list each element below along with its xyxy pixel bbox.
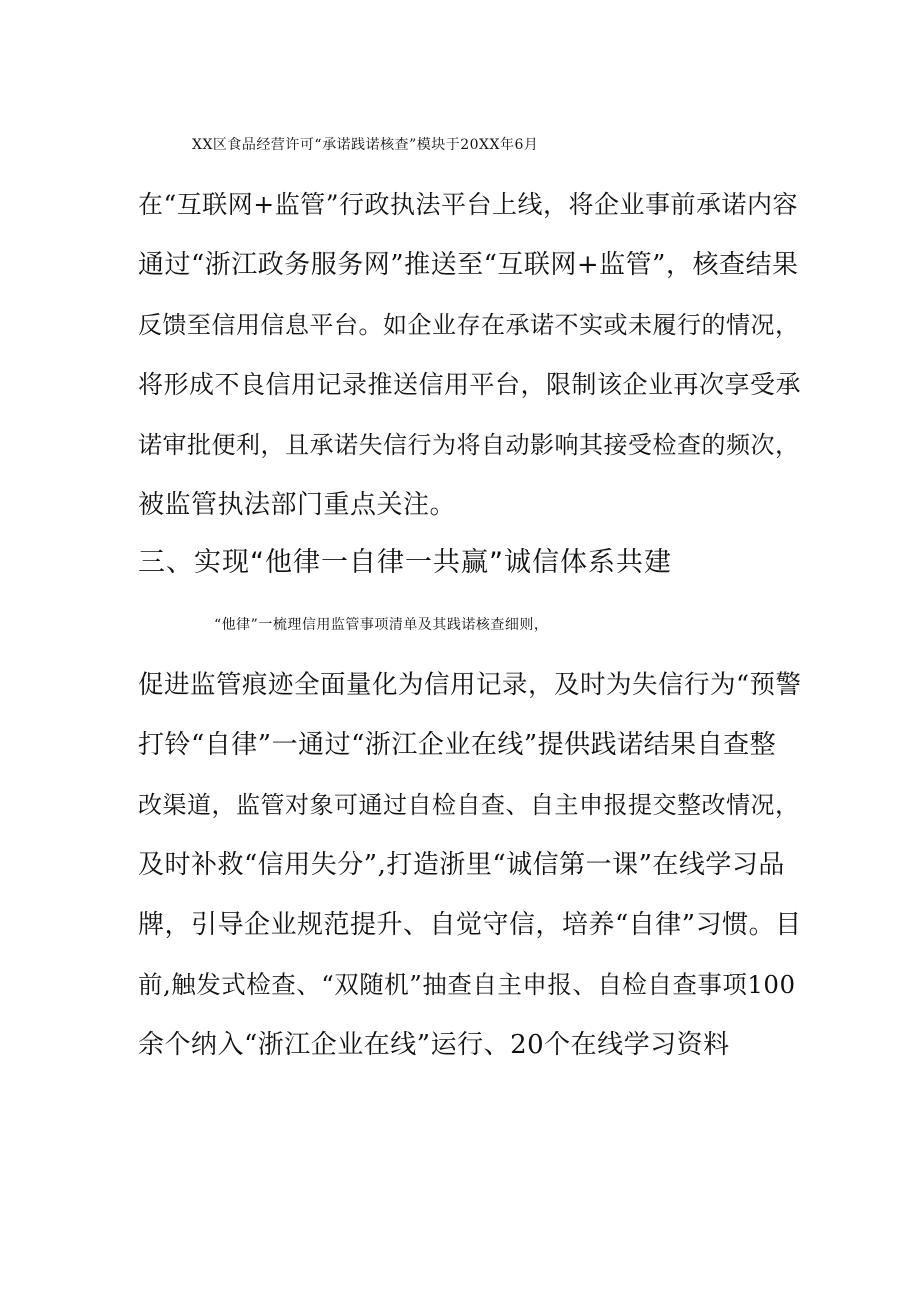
paragraph-1-line-6: 诺审批便利，且承诺失信行为将自动影响其接受检查的频次， bbox=[138, 431, 800, 459]
paragraph-2-line-3: 打铃“自律”一通过“浙江企业在线”提供践诺结果自查整 bbox=[138, 730, 777, 760]
paragraph-2-line-8: 余个纳入“浙江企业在线”运行、20个在线学习资料 bbox=[138, 1030, 730, 1060]
paragraph-2-line-5: 及时补救“信用失分”,打造浙里“诚信第一课”在线学习品 bbox=[138, 850, 785, 880]
paragraph-1-line-2: 在“互联网+监管”行政执法平台上线，将企业事前承诺内容 bbox=[138, 190, 799, 219]
paragraph-2-line-6: 牌，引导企业规范提升、自觉守信，培养“自律”习惯。目 bbox=[138, 910, 802, 940]
paragraph-1-line-7: 被监管执法部门重点关注。 bbox=[138, 490, 457, 520]
paragraph-2-line-1: “他律”一梳理信用监管事项清单及其践诺核查细则， bbox=[214, 617, 549, 633]
paragraph-1-line-1: XX区食品经营许可“承诺践诺核查”模块于20XX年6月 bbox=[192, 137, 539, 153]
paragraph-2-line-4: 改渠道，监管对象可通过自检自查、自主申报提交整改情况， bbox=[138, 791, 800, 819]
paragraph-2-line-7: 前,触发式检查、“双随机”抽查自主申报、自检自查事项100 bbox=[138, 970, 796, 999]
paragraph-2-line-2: 促进监管痕迹全面量化为信用记录，及时为失信行为“预警 bbox=[138, 670, 802, 700]
paragraph-1-line-4: 反馈至信用信息平台。如企业存在承诺不实或未履行的情况， bbox=[138, 311, 800, 339]
paragraph-1-line-5: 将形成不良信用记录推送信用平台，限制该企业再次享受承 bbox=[138, 370, 802, 399]
paragraph-1-line-3: 通过“浙江政务服务网”推送至“互联网+监管”，核查结果 bbox=[138, 250, 799, 280]
section-heading: 三、实现“他律一自律一共赢”诚信体系共建 bbox=[138, 547, 672, 578]
